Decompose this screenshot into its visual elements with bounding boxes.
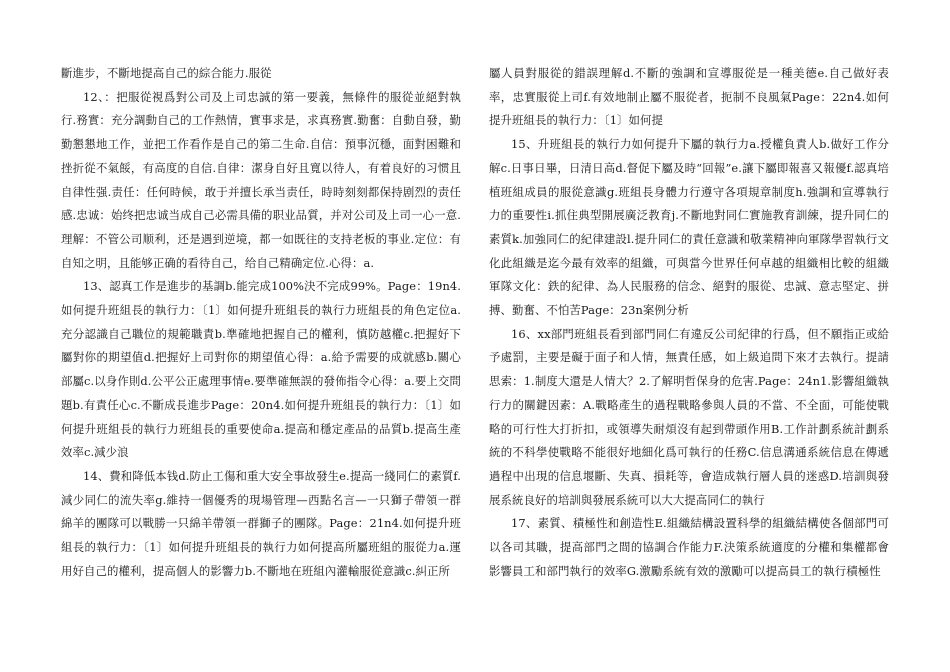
paragraph: 16、xx部門班組長看到部門同仁有違反公司紀律的行爲，但不願指正或給予處罰，主要是礙于面子和人情，無責任感，如上級追問下來才去執行。提請思索：1.制度大還是人情大？2.了解明哲保身的危害.Page：24n1.影響組織執行力的關鍵因素：A.戰略產生的過程戰略參與人員的不當、不全面，可能使戰略的可行性大打折扣，或領導失耐煩沒有起到帶頭作用B.工作計劃系統計劃系統的不科學使戰略不能很好地細化爲可執行的任務C.信息溝通系統信息在傳遞過程中出現的信息堰斷、失真、損耗等，會造成執行層人員的迷惑D.培訓與發展系統良好的培訓與發展系統可以大大提高同仁的執行 xyxy=(489,326,889,507)
paragraph: 13、認真工作是進步的基調b.能完成100%決不完成99%。Page：19n4.如何提升班組長的執行力：〔1〕如何提升班組長的執行力班組長的角色定位a.充分認識自己職位的規範職責b.準確地把握自己的權利，慎防越權c.把握好下屬對你的期望值d.把握好上司對你的期望值心得：a.給予需要的成就感b.關心部屬c.以身作則d.公平公正處理事情e.要準確無誤的發佈指令心得：a.要上交問題b.有責任心c.不斷成長進步Page：20n4.如何提升班組長的執行力：〔1〕如何提升班組長的執行力班組長的重要使命a.提高和穩定產品的品質b.提高生產效率c.減少浪 xyxy=(61,279,461,460)
paragraph: 12、：把服從視爲對公司及上司忠誠的第一要義，無條件的服從並絕對執行.務實：充分調動自己的工作熱情，實事求是，求真務實.勤奮：自動自發，勤勤懇懇地工作，並把工作看作是自己的第二生命.自信：預事沉穩，面對困難和挫折從不氣餒，有高度的自信.自律：潔身自好且寬以待人，有着良好的习惯且自律性强.责任：任何時候，敢于并擅长承当责任，時時刻刻都保持剧烈的责任感.忠诚：始终把忠诚当成自己必需具備的职业品質，并对公司及上司一心一意.理解：不管公司顺利，还是遇到逆境，都一如既往的支持老板的事业.定位：有自知之明，且能够正确的看待自己，给自己精确定位.心得：a. xyxy=(61,89,461,270)
left-text-column xyxy=(61,62,461,583)
paragraph: 斷進步，不斷地提高自己的綜合能力.服從 xyxy=(61,66,272,80)
paragraph: 15、升班組長的執行力如何提升下屬的執行力a.授權負責人b.做好工作分解c.日事日畢，日清日高d.督促下屬及時“回報”e.讓下屬即報喜又報優f.認真培植班組成員的服從意識g.班組長身體力行遵守各項規章制度h.強調和宣導執行力的重要性i.抓住典型開展廣泛教育j.不斷地對同仁實施教育訓練，提升同仁的素質k.加強同仁的紀律建設l.提升同仁的責任意識和敬業精神向軍隊學習執行文化此組織是迄今最有效率的組織，可與當今世界任何卓越的組織相比較的組織軍隊文化：鉄的紀律、為人民服務的信念、絕對的服從、忠誠、意志堅定、拼搏、勤奮、不怕苦Page：23n案例分析 xyxy=(489,137,889,318)
paragraph: 屬人員對服從的錯誤理解d.不斷的強調和宣導服從是一種美德e.自己做好表率，忠實服從上司f.有效地制止屬不服從者，扼制不良風氣Page：22n4.如何提升班組長的執行力：〔1〕如何提 xyxy=(489,66,889,128)
paragraph: 14、費和降低本钱d.防止工傷和重大安全事故發生e.提高一綫同仁的素質f.減少同仁的流失率g.維持一個優秀的現場管理—西點名言—一只獅子帶領一群綿羊的團隊可以戰勝一只綿羊帶領一群獅子的團隊。Page：21n4.如何提升班組長的執行力：〔1〕如何提升班組長的執行力如何提高所屬班組的服從力a.運用好自己的權利，提高個人的影響力b.不斷地在班組內灌輸服從意識c.糾正所 xyxy=(61,468,461,578)
right-text-column xyxy=(489,62,889,583)
paragraph: 17、素質、積極性和創造性E.組織結構設置科學的組織結構使各個部門可以各司其職，提高部門之間的協調合作能力F.決策系統適度的分權和集權都會影響員工和部門執行的效率G.激勵系統有效的激勵可以提高員工的執行積極性 xyxy=(489,516,889,578)
